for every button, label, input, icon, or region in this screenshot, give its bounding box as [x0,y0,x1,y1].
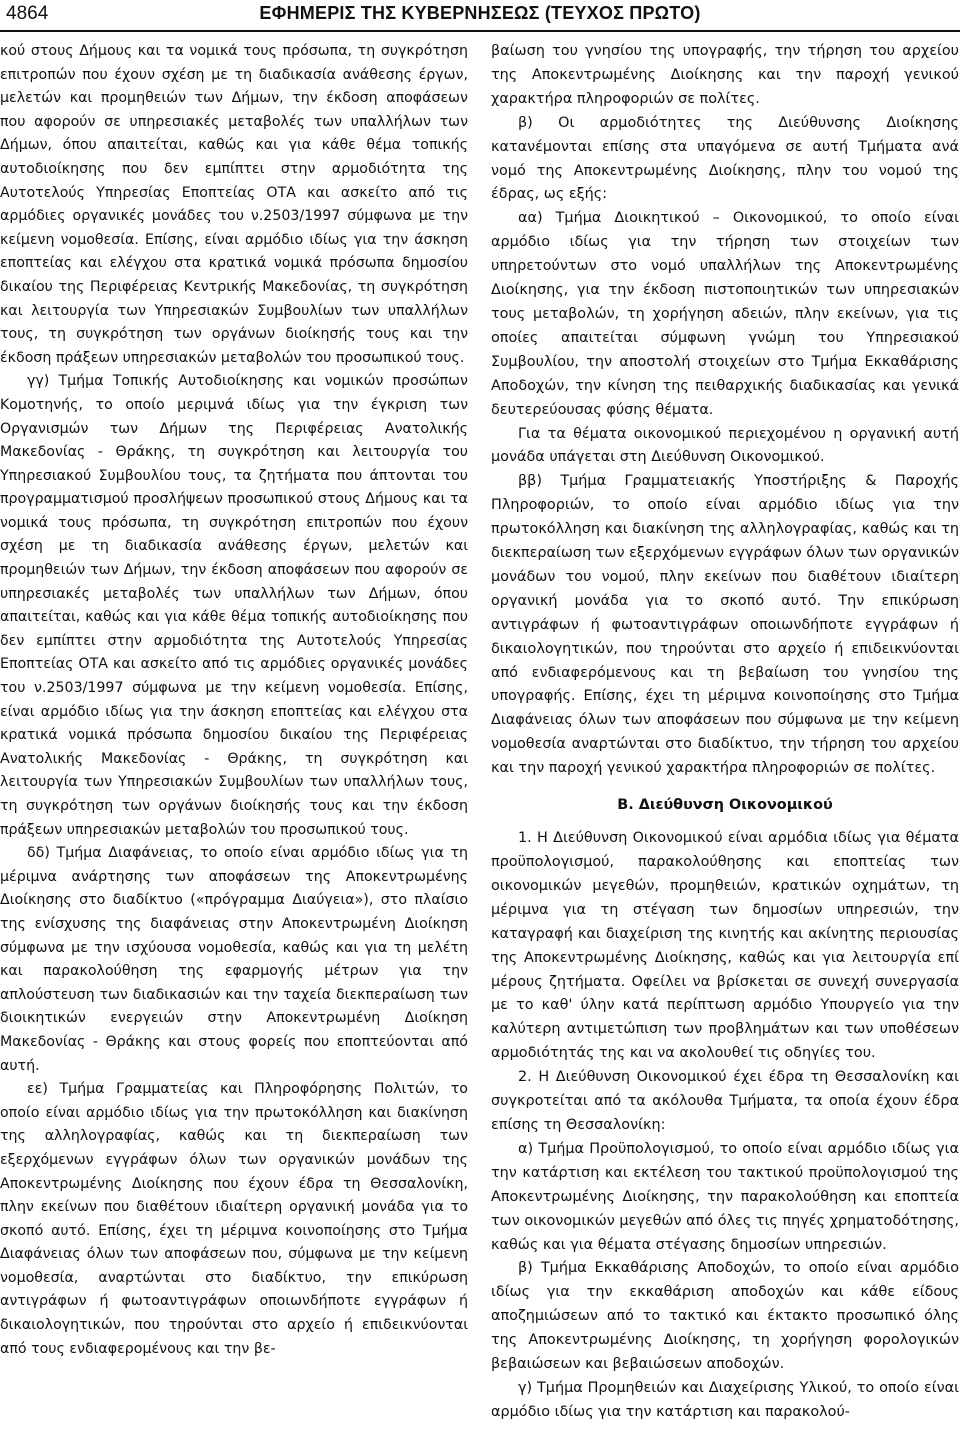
paragraph: δδ) Τμήμα Διαφάνειας, το οποίο είναι αρμόδιο ιδίως για τη μέριμνα ανάρτησης των αποφάσεων της Αποκεντρωμένης Διοίκησης στο διαδίκτυο («πρόγραμμα Διαύγεια»), στο πλαίσιο της ενίσχυσης της διαφάνειας στην Αποκεντρωμένη Διοίκηση σύμφωνα με την ισχύουσα νομοθεσία, καθώς και για τη μελέτη και παρακολούθηση της εφαρμογής μέτρων για την απλούστευση των διαδικασιών και την ταχεία διεκπεραίωση των διοικητικών ενεργειών στην Αποκεντρωμένη Διοίκηση Μακεδονίας - Θράκης και στους φορείς που εποπτεύονται από αυτή. [0,845,468,1074]
paragraph: κού στους Δήμους και τα νομικά τους πρόσωπα, τη συγκρότηση επιτροπών που έχουν σχέση με τη διαδικασία ανάθεσης έργων, μελετών και προμηθειών των Δήμων, την έκδοση αποφάσεων που αφορούν σε υπηρεσιακές μεταβολές των υπαλλήλων των Δήμων, όπου απαιτείται, καθώς και για κάθε θέμα τοπικής αυτοδιοίκησης που δεν εμπίπτει στην αρμοδιότητα της Αυτοτελούς Υπηρεσίας Εποπτείας ΟΤΑ και ασκείτο από τις αρμόδιες οργανικές μονάδες του ν.2503/1997 σύμφωνα με την κείμενη νομοθεσία. Επίσης, είναι αρμόδιο ιδίως για την άσκηση εποπτείας και ελέγχου στα κρατικά νομικά πρόσωπα δημοσίου δικαίου της Περιφέρειας Κεντρικής Μακεδονίας, τη συγκρότηση και λειτουργία των Υπηρεσιακών Συμβουλίων των υπαλλήλων τους, τη συγκρότηση των οργάνων διοίκησής τους και την έκδοση πράξεων υπηρεσιακών μεταβολών του προσωπικού τους. [0,43,468,366]
paragraph: εε) Τμήμα Γραμματείας και Πληροφόρησης Πολιτών, το οποίο είναι αρμόδιο ιδίως για την πρωτοκόλληση και διακίνηση της αλληλογραφίας, καθώς και τη διεκπεραίωση των εξερχόμενων εγγράφων όλων των οργανικών μονάδων της Αποκεντρωμένης Διοίκησης που έχουν έδρα τη Θεσσαλονίκη, πλην εκείνων που διαθέτουν ιδιαίτερη οργανική μονάδα για το σκοπό αυτό. Επίσης, έχει τη μέριμνα κοινοποίησης στο Τμήμα Διαφάνειας όλων των αποφάσεων που, σύμφωνα με την κείμενη νομοθεσία, αναρτώνται στο διαδίκτυο, την επικύρωση αντιγράφων ή φωτοαντιγράφων οποιωνδήποτε εγγράφων ή δικαιολογητικών, που τηρούνται στο αρχείο ή επιδεικνύονται από τους ενδιαφερομένους και την βε- [0,1081,468,1357]
page-header [0,0,960,32]
right-column [491,40,959,1425]
paragraph: αα) Τμήμα Διοικητικού – Οικονομικού, το οποίο είναι αρμόδιο ιδίως για την τήρηση των στοιχείων των υπηρετούντων στο νομό υπαλλήλων της Αποκεντρωμένης Διοίκησης, για την έκδοση πιστοποιητικών των υπηρεσιακών τους μεταβολών, τη χορήγηση αδειών, πλην εκείνων, για τις οποίες απαιτείται σύμφωνη γνώμη του Υπηρεσιακού Συμβουλίου, την αποστολή στοιχείων στο Τμήμα Εκκαθάρισης Αποδοχών, την κίνηση της πειθαρχικής διαδικασίας και γενικά δευτερεύουσας φύσης θέματα. [491,210,959,418]
paragraph: 1. Η Διεύθυνση Οικονομικού είναι αρμόδια ιδίως για θέματα προϋπολογισμού, παρακολούθησης και εποπτείας των οικονομικών μεγεθών, προμηθειών, κρατικών οχημάτων, τη μέριμνα για τη στέγαση των δημοσίων υπηρεσιών, την καταγραφή και διαχείριση της κινητής και ακίνητης περιουσίας της Αποκεντρωμένης Διοίκησης, καθώς και για λειτουργία επί μέρους ζητήματα. Οφείλει να βρίσκεται σε συνεχή συνεργασία με το καθ' ύλην κατά περίπτωση αρμόδιο Υπουργείο για την καλύτερη αντιμετώπιση των προβλημάτων και των υποθέσεων αρμοδιότητάς της και να ακολουθεί τις οδηγίες του. [491,830,959,1062]
gazette-title: ΕΦΗΜΕΡΙΣ ΤΗΣ ΚΥΒΕΡΝΗΣΕΩΣ (ΤΕΥΧΟΣ ΠΡΩΤΟ) [259,3,701,23]
paragraph: Για τα θέματα οικονομικού περιεχομένου η οργανική αυτή μονάδα υπάγεται στη Διεύθυνση Οικονομικού. [491,425,959,466]
paragraph: α) Τμήμα Προϋπολογισμού, το οποίο είναι αρμόδιο ιδίως για την κατάρτιση και εκτέλεση του τακτικού προϋπολογισμού της Αποκεντρωμένης Διοίκησης, την παρακολούθηση και εποπτεία των οικονομικών μεγεθών από όλες τις πηγές χρηματοδότησης, καθώς και για θέματα στέγασης δημοσίων υπηρεσιών. [491,1140,959,1253]
paragraph: β) Τμήμα Εκκαθάρισης Αποδοχών, το οποίο είναι αρμόδιο ιδίως για την εκκαθάριση αποδοχών και κάθε είδους αποζημιώσεων από το τακτικό και έκτακτο προσωπικό όλης της Αποκεντρωμένης Διοίκησης, τη χορήγηση φορολογικών βεβαιώσεων και βεβαιώσεων αποδοχών. [491,1260,959,1373]
left-column [0,40,468,1361]
paragraph: β) Οι αρμοδιότητες της Διεύθυνσης Διοίκησης κατανέμονται επίσης στα υπαγόμενα σε αυτή Τμήματα ανά νομό της Αποκεντρωμένης Διοίκησης, πλην του νομού της έδρας, ως εξής: [491,114,959,203]
page-number: 4864 [6,3,49,24]
paragraph: βαίωση του γνησίου της υπογραφής, την τήρηση του αρχείου της Αποκεντρωμένης Διοίκησης και την παροχή γενικού χαρακτήρα πληροφοριών σε πολίτες. [491,43,959,107]
section-heading: Β. Διεύθυνση Οικονομικού [617,797,833,814]
paragraph: γγ) Τμήμα Τοπικής Αυτοδιοίκησης και νομικών προσώπων Κομοτηνής, το οποίο μεριμνά ιδίως για την έγκριση των Οργανισμών των Δήμων της Περιφέρειας Ανατολικής Μακεδονίας - Θράκης, τη συγκρότηση και λειτουργία του Υπηρεσιακού Συμβουλίου τους, τα ζητήματα που άπτονται του προγραμματισμού προσλήψεων προσωπικού στους Δήμους και τα νομικά τους πρόσωπα, τη συγκρότηση επιτροπών που έχουν σχέση με τη διαδικασία ανάθεσης έργων, μελετών και προμηθειών των Δήμων, την έκδοση αποφάσεων που αφορούν σε υπηρεσιακές μεταβολές των υπαλλήλων των Δήμων, όπου απαιτείται, καθώς και για κάθε θέμα τοπικής αυτοδιοίκησης που δεν εμπίπτει στην αρμοδιότητα της Αυτοτελούς Υπηρεσίας Εποπτείας ΟΤΑ και ασκείτο από τις αρμόδιες οργανικές μονάδες του ν.2503/1997 σύμφωνα με την κείμενη νομοθεσία. Επίσης, είναι αρμόδιο ιδίως για την άσκηση εποπτείας και ελέγχου στα κρατικά νομικά πρόσωπα δημοσίου δικαίου της Περιφέρειας Ανατολικής Μακεδονίας - Θράκης, τη συγκρότηση και λειτουργία των Υπηρεσιακών Συμβουλίων των υπαλλήλων τους, τη συγκρότηση των οργάνων διοίκησής τους και την έκδοση πράξεων υπηρεσιακών μεταβολών του προσωπικού τους. [0,373,468,838]
paragraph: ββ) Τμήμα Γραμματειακής Υποστήριξης & Παροχής Πληροφοριών, το οποίο είναι αρμόδιο ιδίως για την πρωτοκόλληση και διακίνηση της αλληλογραφίας, καθώς και τη διεκπεραίωση των εξερχόμενων εγγράφων όλων των οργανικών μονάδων του νομού, πλην εκείνων που διαθέτουν ιδιαίτερη οργανική μονάδα για το σκοπό αυτό. Την επικύρωση αντιγράφων ή φωτοαντιγράφων οποιωνδήποτε εγγράφων ή δικαιολογητικών, που τηρούνται στο αρχείο ή επιδεικνύονται από ενδιαφερόμενους και τη βεβαίωση του γνησίου της υπογραφής. Επίσης, έχει τη μέριμνα κοινοποίησης στο Τμήμα Διαφάνειας όλων των αποφάσεων που σύμφωνα με την κείμενη νομοθεσία αναρτώνται στο διαδίκτυο, την τήρηση του αρχείου και την παροχή γενικού χαρακτήρα πληροφοριών σε πολίτες. [491,473,959,777]
paragraph: 2. Η Διεύθυνση Οικονομικού έχει έδρα τη Θεσσαλονίκη και συγκροτείται από τα ακόλουθα Τμήματα, τα οποία έχουν έδρα επίσης τη Θεσσαλονίκη: [491,1069,959,1133]
paragraph: γ) Τμήμα Προμηθειών και Διαχείρισης Υλικού, το οποίο είναι αρμόδιο ιδίως για την κατάρτιση και παρακολού- [491,1379,959,1420]
